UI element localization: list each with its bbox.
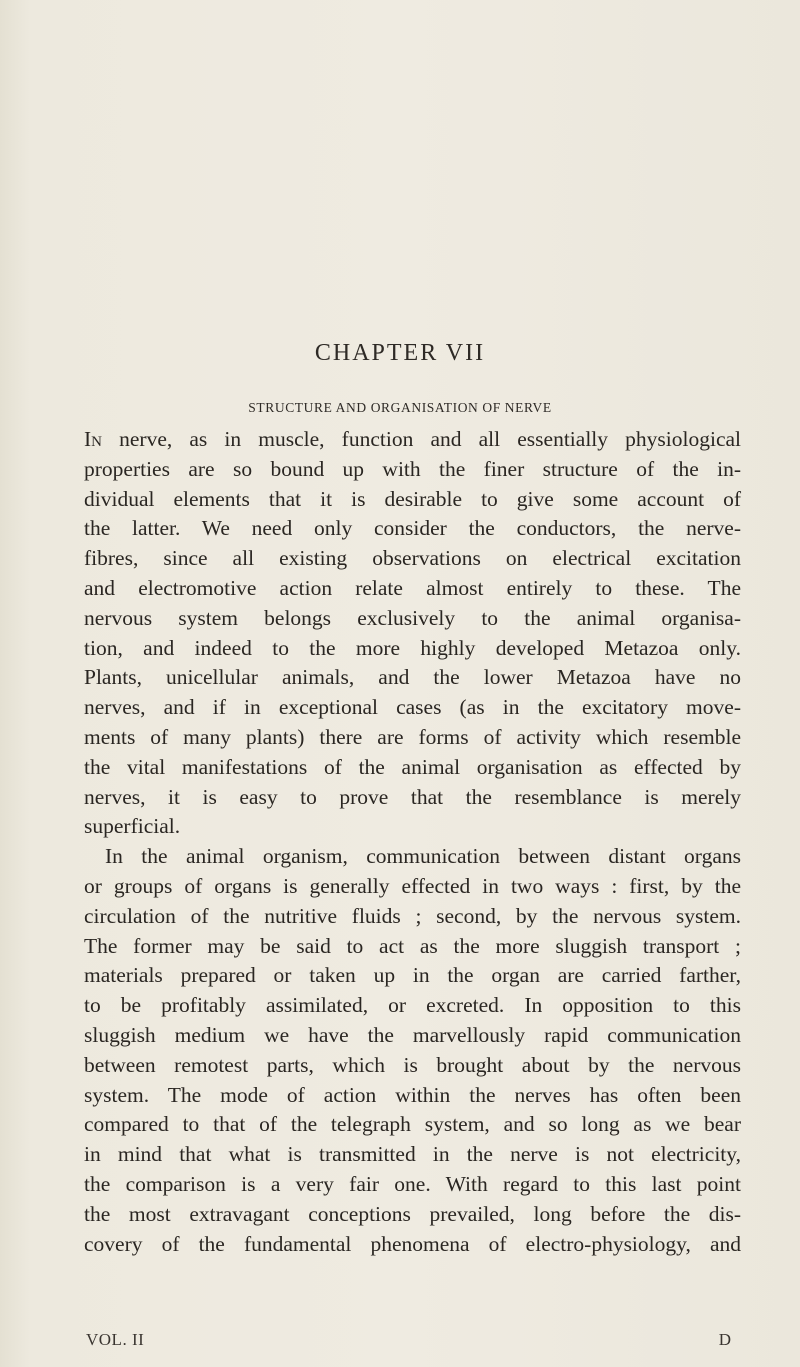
- paragraph-1-line: dividual elements that it is desirable to give some account of: [84, 486, 741, 511]
- paragraph-2-line: to be profitably assimilated, or excreted. In opposition to this: [84, 993, 741, 1018]
- chapter-title: CHAPTER VII: [314, 340, 486, 366]
- body-text: [84, 425, 741, 1259]
- paragraph-2-line: between remotest parts, which is brought about by the nervous: [84, 1052, 741, 1077]
- paragraph-1-line: the latter. We need only consider the conductors, the nerve-: [84, 516, 741, 541]
- paragraph-1-line: Plants, unicellular animals, and the lower Metazoa have no: [84, 665, 741, 690]
- paragraph-2-line: compared to that of the telegraph system, and so long as we bear: [84, 1112, 741, 1137]
- paragraph-2-line: the most extravagant conceptions prevailed, long before the dis-: [84, 1201, 741, 1226]
- paragraph-2-line: system. The mode of action within the nerves has often been: [84, 1082, 741, 1107]
- paragraph-1-line: properties are so bound up with the finer structure of the in-: [84, 456, 741, 481]
- paragraph-1-line: nerves, and if in exceptional cases (as in the excitatory move-: [84, 695, 741, 720]
- paragraph-1-line-1: In nerve, as in muscle, function and all essentially physiological: [84, 427, 741, 451]
- paragraph-2-line: covery of the fundamental phenomena of electro-physiology, and: [84, 1231, 741, 1256]
- paragraph-1-line: superficial.: [84, 814, 181, 839]
- paragraph-1-line: nervous system belongs exclusively to the animal organisa-: [84, 605, 741, 630]
- paragraph-2-line: sluggish medium we have the marvellously rapid communication: [84, 1022, 741, 1047]
- paragraph-2-line: The former may be said to act as the more sluggish transport ;: [84, 933, 741, 958]
- paragraph-1-line: fibres, since all existing observations on electrical excitation: [84, 546, 741, 571]
- paragraph-1-line: ments of many plants) there are forms of activity which resemble: [84, 724, 741, 749]
- paragraph-2-line: materials prepared or taken up in the organ are carried farther,: [84, 963, 741, 988]
- paragraph-1-line: tion, and indeed to the more highly developed Metazoa only.: [84, 635, 741, 660]
- paragraph-1-line: the vital manifestations of the animal organisation as effected by: [84, 754, 741, 779]
- paragraph-1-line: nerves, it is easy to prove that the resemblance is merely: [84, 784, 741, 809]
- paragraph-2-line: or groups of organs is generally effected in two ways : first, by the: [84, 873, 741, 898]
- paragraph-2-line: the comparison is a very fair one. With regard to this last point: [84, 1171, 741, 1196]
- paragraph-2-line: In the animal organism, communication between distant organs: [105, 844, 741, 869]
- paragraph-2-line: circulation of the nutritive fluids ; second, by the nervous system.: [84, 903, 741, 928]
- paragraph-1-line: and electromotive action relate almost entirely to these. The: [84, 575, 741, 600]
- signature-mark: D: [718, 1330, 731, 1349]
- volume-label: VOL. II: [86, 1330, 145, 1349]
- section-title: STRUCTURE AND ORGANISATION OF NERVE: [248, 400, 552, 415]
- paragraph-2-line: in mind that what is transmitted in the nerve is not electricity,: [84, 1142, 741, 1167]
- drop-word: In: [84, 427, 102, 451]
